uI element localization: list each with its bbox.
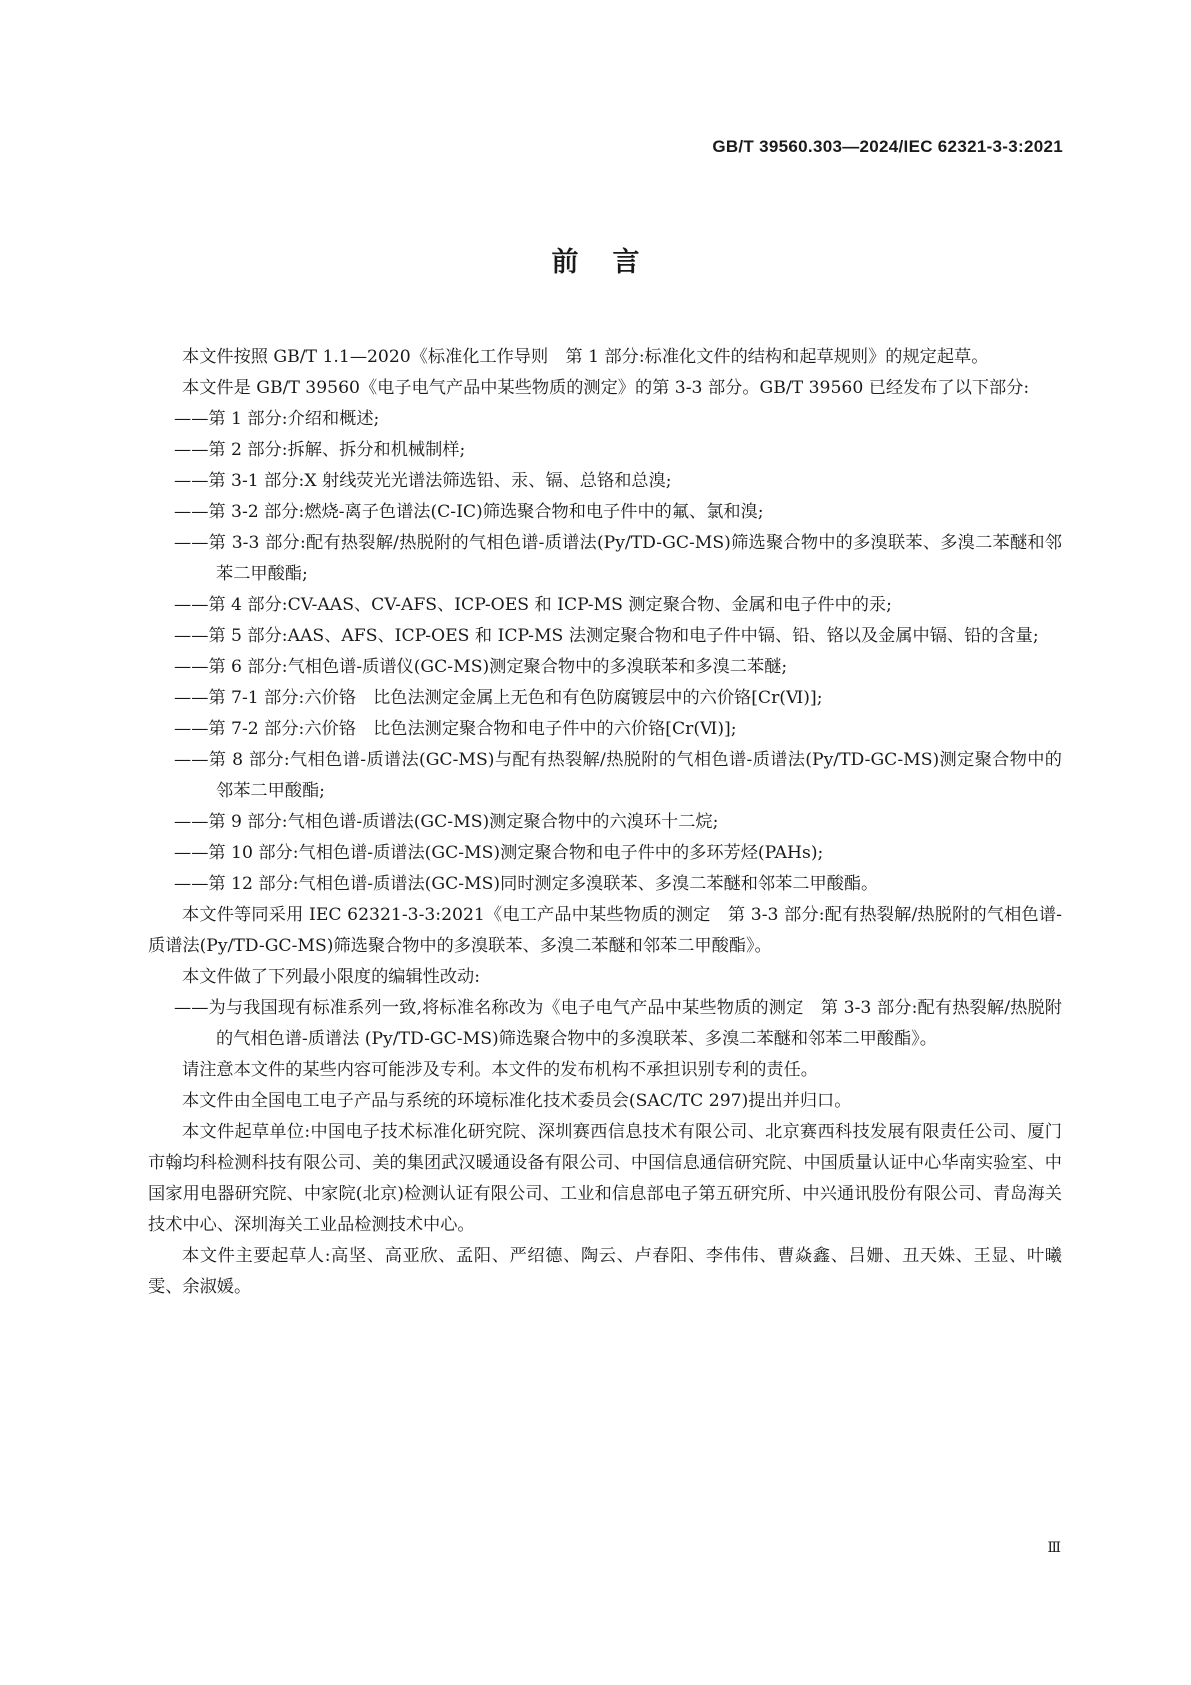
- paragraph-drafting-units: 本文件起草单位:中国电子技术标准化研究院、深圳赛西信息技术有限公司、北京赛西科技发展有限责任公司、厦门市翰均科检测科技有限公司、美的集团武汉暖通设备有限公司、中国信息通信研究院、中国质量认证中心华南实验室、中国家用电器研究院、中家院(北京)检测认证有限公司、工业和信息部电子第五研究所、中兴通讯股份有限公司、青岛海关技术中心、深圳海关工业品检测技术中心。: [148, 1122, 1062, 1235]
- list-item: ——第 3-3 部分:配有热裂解/热脱附的气相色谱-质谱法(Py/TD-GC-MS)筛选聚合物中的多溴联苯、多溴二苯醚和邻苯二甲酸酯;: [174, 533, 1062, 584]
- list-item: ——第 10 部分:气相色谱-质谱法(GC-MS)测定聚合物和电子件中的多环芳烃(PAHs);: [174, 843, 824, 863]
- document-body: [148, 342, 1062, 1303]
- standard-code: GB/T 39560.303—2024/IEC 62321-3-3:2021: [712, 137, 1063, 156]
- list-item: ——第 6 部分:气相色谱-质谱仪(GC-MS)测定聚合物中的多溴联苯和多溴二苯醚;: [174, 657, 788, 677]
- list-item: ——第 3-1 部分:X 射线荧光光谱法筛选铅、汞、镉、总铬和总溴;: [174, 471, 672, 491]
- paragraph-edits-intro: 本文件做了下列最小限度的编辑性改动:: [182, 967, 480, 987]
- paragraph-drafters: 本文件主要起草人:高坚、高亚欣、孟阳、严绍德、陶云、卢春阳、李伟伟、曹焱鑫、吕姗、丑天姝、王显、叶曦雯、余淑媛。: [148, 1246, 1062, 1297]
- page-number: Ⅲ: [1047, 1540, 1061, 1556]
- list-item: ——第 3-2 部分:燃烧-离子色谱法(C-IC)筛选聚合物和电子件中的氟、氯和溴;: [174, 502, 764, 522]
- paragraph-patent-notice: 请注意本文件的某些内容可能涉及专利。本文件的发布机构不承担识别专利的责任。: [182, 1060, 818, 1080]
- list-item: ——第 7-1 部分:六价铬 比色法测定金属上无色和有色防腐镀层中的六价铬[Cr(Ⅵ)];: [174, 688, 823, 708]
- paragraph-drafting-basis: 本文件按照 GB/T 1.1—2020《标准化工作导则 第 1 部分:标准化文件的结构和起草规则》的规定起草。: [182, 347, 989, 367]
- list-item: ——第 2 部分:拆解、拆分和机械制样;: [174, 440, 466, 460]
- paragraph-equivalence: 本文件等同采用 IEC 62321-3-3:2021《电工产品中某些物质的测定 第 3-3 部分:配有热裂解/热脱附的气相色谱-质谱法(Py/TD-GC-MS)筛选聚合物中的多溴联苯、多溴二苯醚和邻苯二甲酸酯》。: [148, 905, 1062, 956]
- list-item: ——第 9 部分:气相色谱-质谱法(GC-MS)测定聚合物中的六溴环十二烷;: [174, 812, 719, 832]
- list-item: ——第 7-2 部分:六价铬 比色法测定聚合物和电子件中的六价铬[Cr(Ⅵ)];: [174, 719, 737, 739]
- list-item: ——第 1 部分:介绍和概述;: [174, 409, 380, 429]
- list-item: ——为与我国现有标准系列一致,将标准名称改为《电子电气产品中某些物质的测定 第 3-3 部分:配有热裂解/热脱附的气相色谱-质谱法 (Py/TD-GC-MS)筛选聚合物中的多溴联苯、多溴二苯醚和邻苯二甲酸酯》。: [174, 998, 1062, 1049]
- paragraph-committee: 本文件由全国电工电子产品与系统的环境标准化技术委员会(SAC/TC 297)提出并归口。: [182, 1091, 852, 1111]
- page-title: 前言: [551, 247, 674, 278]
- paragraph-series-intro: 本文件是 GB/T 39560《电子电气产品中某些物质的测定》的第 3-3 部分。GB/T 39560 已经发布了以下部分:: [182, 378, 1030, 398]
- list-item: ——第 5 部分:AAS、AFS、ICP-OES 和 ICP-MS 法测定聚合物和电子件中镉、铅、铬以及金属中镉、铅的含量;: [174, 626, 1039, 646]
- list-item: ——第 8 部分:气相色谱-质谱法(GC-MS)与配有热裂解/热脱附的气相色谱-质谱法(Py/TD-GC-MS)测定聚合物中的邻苯二甲酸酯;: [174, 750, 1062, 801]
- list-item: ——第 12 部分:气相色谱-质谱法(GC-MS)同时测定多溴联苯、多溴二苯醚和邻苯二甲酸酯。: [174, 874, 879, 894]
- list-item: ——第 4 部分:CV-AAS、CV-AFS、ICP-OES 和 ICP-MS 测定聚合物、金属和电子件中的汞;: [174, 595, 892, 615]
